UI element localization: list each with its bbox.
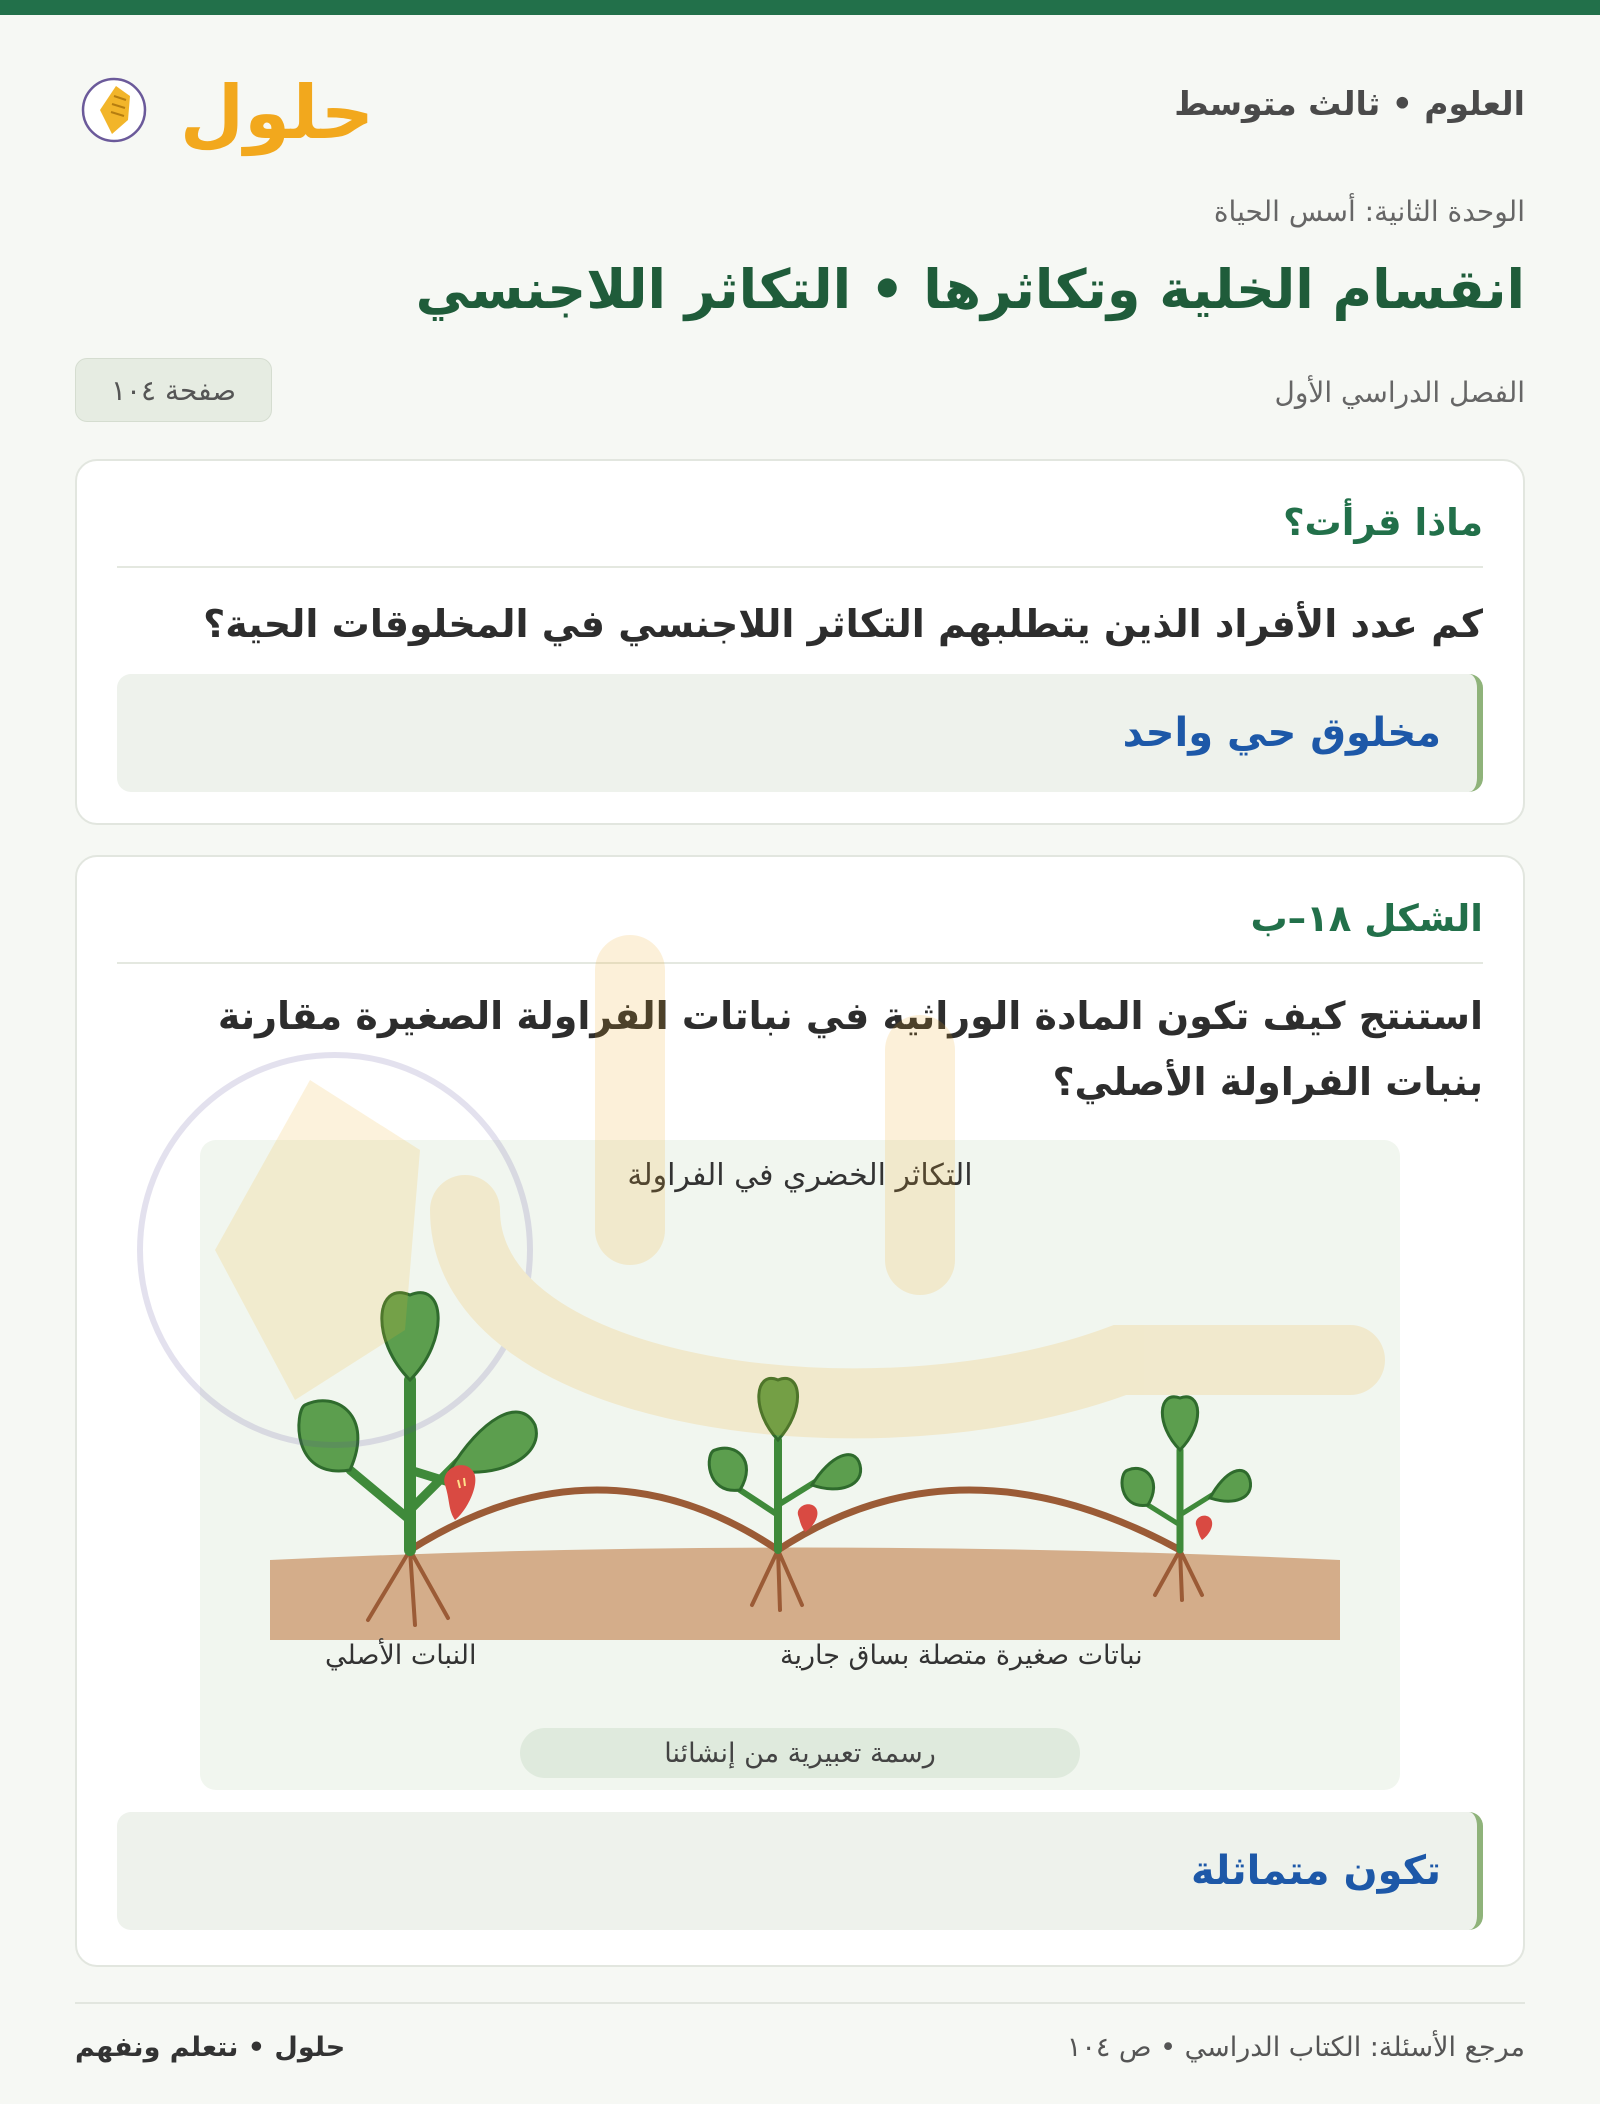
semester-label: الفصل الدراسي الأول — [1274, 376, 1525, 409]
figure-note: رسمة تعبيرية من إنشائنا — [520, 1728, 1080, 1778]
parent-plant — [299, 1293, 537, 1550]
label-young-plants: نباتات صغيرة متصلة بساق جارية — [780, 1640, 1143, 1671]
top-accent-bar — [0, 0, 1600, 15]
strawberry-illustration — [200, 1140, 1400, 1790]
page-number-badge: صفحة ١٠٤ — [75, 358, 272, 422]
page-title: انقسام الخلية وتكاثرها • التكاثر اللاجنسي — [415, 258, 1525, 321]
footer-divider — [75, 2002, 1525, 2004]
question-card-what-did-you-read — [75, 459, 1525, 825]
label-parent-plant: النبات الأصلي — [325, 1640, 477, 1671]
section-heading: الشكل ١٨–ب — [117, 897, 1483, 964]
unit-label: الوحدة الثانية: أسس الحياة — [1213, 195, 1525, 228]
figure-title: التكاثر الخضري في الفراولة — [627, 1158, 973, 1193]
logo-text: حلول — [179, 70, 375, 156]
subject-grade: العلوم • ثالث متوسط — [1174, 84, 1525, 123]
section-heading: ماذا قرأت؟ — [117, 501, 1483, 568]
strawberry-runner-figure — [200, 1140, 1400, 1790]
answer-box: تكون متماثلة — [117, 1812, 1483, 1930]
footer-reference: مرجع الأسئلة: الكتاب الدراسي • ص ١٠٤ — [1066, 2032, 1525, 2063]
question-text: استنتج كيف تكون المادة الوراثية في نباتات الفراولة الصغيرة مقارنة بنبات الفراولة الأصلي؟ — [217, 994, 1483, 1104]
question-text: كم عدد الأفراد الذين يتطلبهم التكاثر اللاجنسي في المخلوقات الحية؟ — [203, 602, 1483, 646]
answer-box: مخلوق حي واحد — [117, 674, 1483, 792]
footer-brand: حلول • نتعلم ونفهم — [75, 2032, 346, 2063]
hulul-logo[interactable] — [72, 54, 375, 158]
